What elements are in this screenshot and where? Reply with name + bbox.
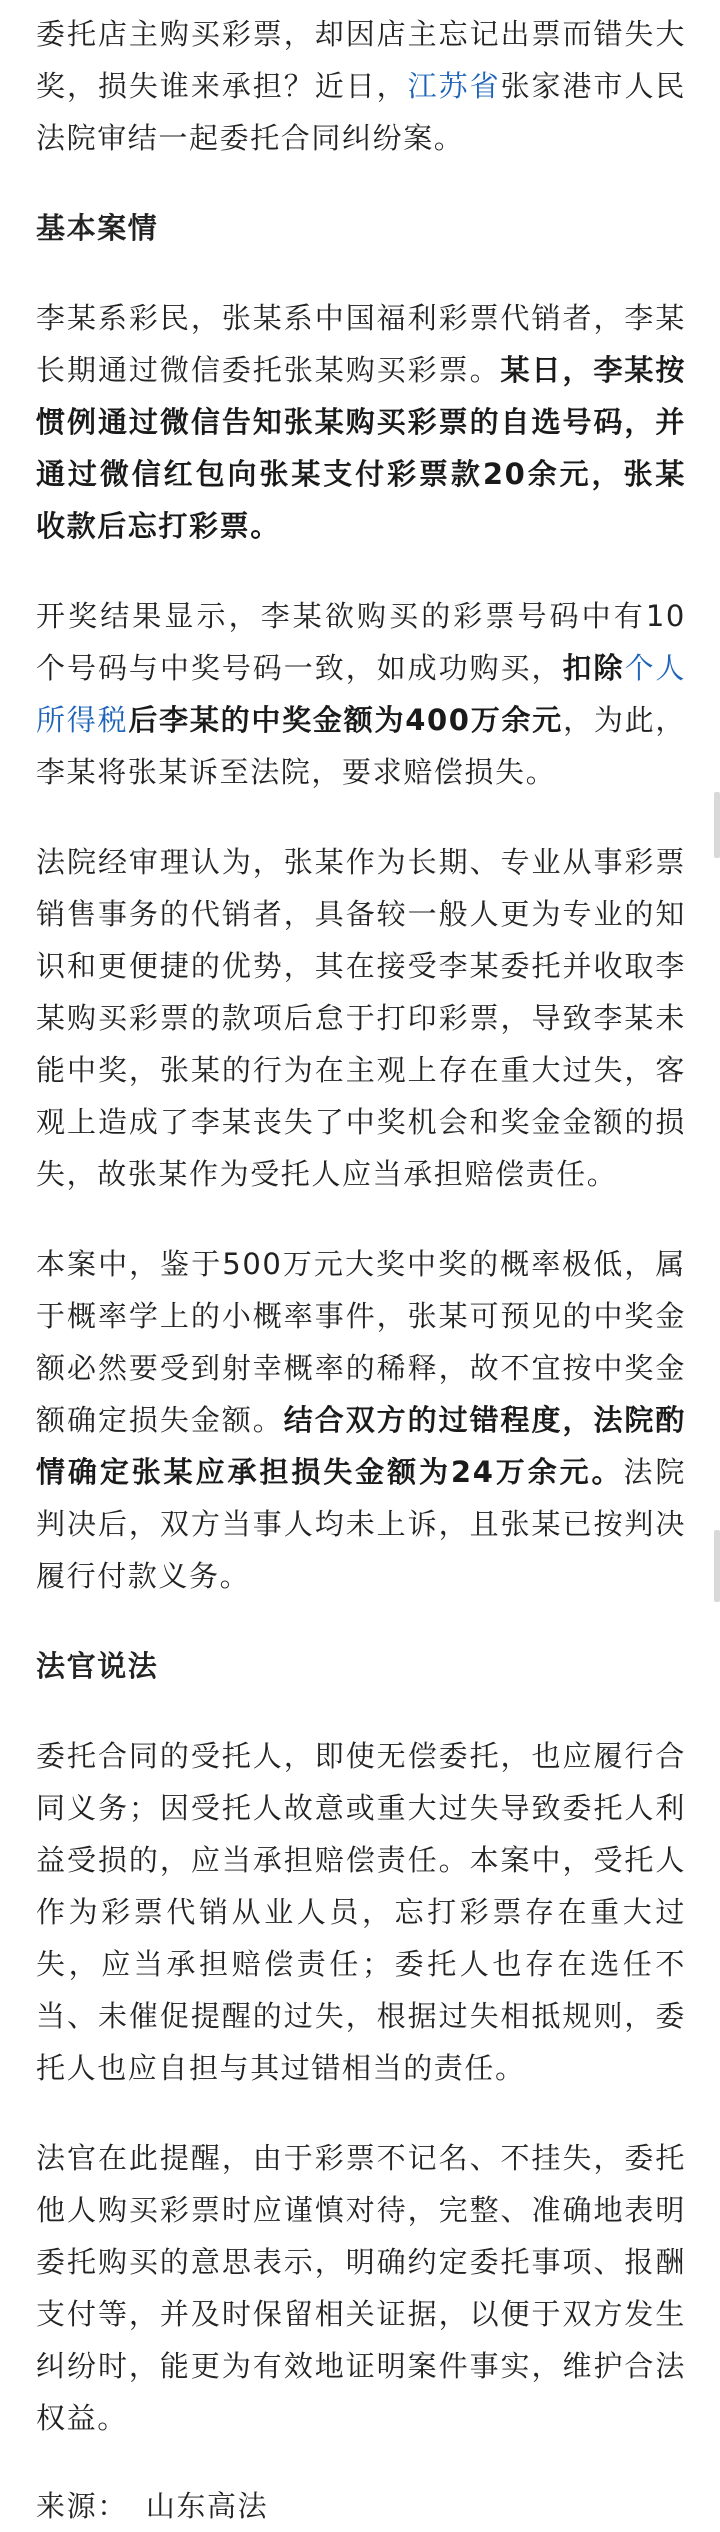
case-bold-text: 某日，李某按惯例通过微信告知张某购买彩票的自选号码，并通过微信红包向张某支付彩票款20余元，张某收款后忘打彩票。 [36, 353, 686, 543]
case-paragraph-2 [36, 590, 686, 798]
judge-paragraph-2: 法官在此提醒，由于彩票不记名、不挂失，委托他人购买彩票时应谨慎对待，完整、准确地表明委托购买的意思表示，明确约定委托事项、报酬支付等，并及时保留相关证据，以便于双方发生纠纷时，能更为有效地证明案件事实，维护合法权益。 [36, 2141, 686, 2435]
section-heading-judge: 法官说法 [36, 1649, 159, 1683]
intro-text: 委托店主购买彩票，却因店主忘记出票而错失大奖，损失谁来承担？近日， [36, 17, 686, 103]
intro-paragraph [36, 8, 686, 164]
scroll-indicator-2 [714, 1530, 720, 1602]
judge-paragraph-1: 委托合同的受托人，即使无偿委托，也应履行合同义务；因受托人故意或重大过失导致委托人利益受损的，应当承担赔偿责任。本案中，受托人作为彩票代销从业人员，忘打彩票存在重大过失，应当承担赔偿责任；委托人也存在选任不当、未催促提醒的过失，根据过失相抵规则，委托人也应自担与其过错相当的责任。 [36, 1739, 686, 2085]
intro-text-2: 张家港市人民法院审结一起委托合同纠纷案。 [36, 69, 687, 155]
judgment-text-2: 法院判决后，双方当事人均未上诉，且张某已按判决履行付款义务。 [36, 1455, 687, 1593]
source-value: 山东高法 [145, 2489, 269, 2523]
result-bold-text: 扣除 [562, 651, 625, 685]
section-heading-case: 基本案情 [36, 211, 159, 245]
judgment-bold-text: 结合双方的过错程度，法院酌情确定张某应承担损失金额为24万余元。 [36, 1403, 686, 1489]
result-bold-amount: 后李某的中奖金额为400万余元 [128, 703, 564, 737]
judgment-paragraph [36, 1238, 686, 1602]
case-paragraph-1 [36, 292, 686, 552]
jiangsu-link[interactable]: 江苏省 [407, 69, 501, 103]
court-opinion-paragraph: 法院经审理认为，张某作为长期、专业从事彩票销售事务的代销者，具备较一般人更为专业的知识和更便捷的优势，其在接受李某委托并收取李某购买彩票的款项后怠于打印彩票，导致李某未能中奖，张某的行为在主观上存在重大过失，客观上造成了李某丧失了中奖机会和奖金金额的损失，故张某作为受托人应当承担赔偿责任。 [36, 845, 686, 1191]
case-text: 李某系彩民，张某系中国福利彩票代销者，李某长期通过微信委托张某购买彩票。 [36, 301, 686, 387]
result-text-2: ，为此，李某将张某诉至法院，要求赔偿损失。 [36, 703, 686, 789]
source-line [36, 2480, 686, 2532]
source-label: 来源： [36, 2489, 128, 2523]
income-tax-link[interactable]: 个人所得税 [36, 651, 687, 737]
scroll-indicator-1 [714, 792, 720, 858]
result-text: 开奖结果显示，李某欲购买的彩票号码中有10个号码与中奖号码一致，如成功购买， [36, 599, 686, 685]
judgment-text: 本案中，鉴于500万元大奖中奖的概率极低，属于概率学上的小概率事件，张某可预见的中奖金额必然要受到射幸概率的稀释，故不宜按中奖金额确定损失金额。 [36, 1247, 686, 1437]
